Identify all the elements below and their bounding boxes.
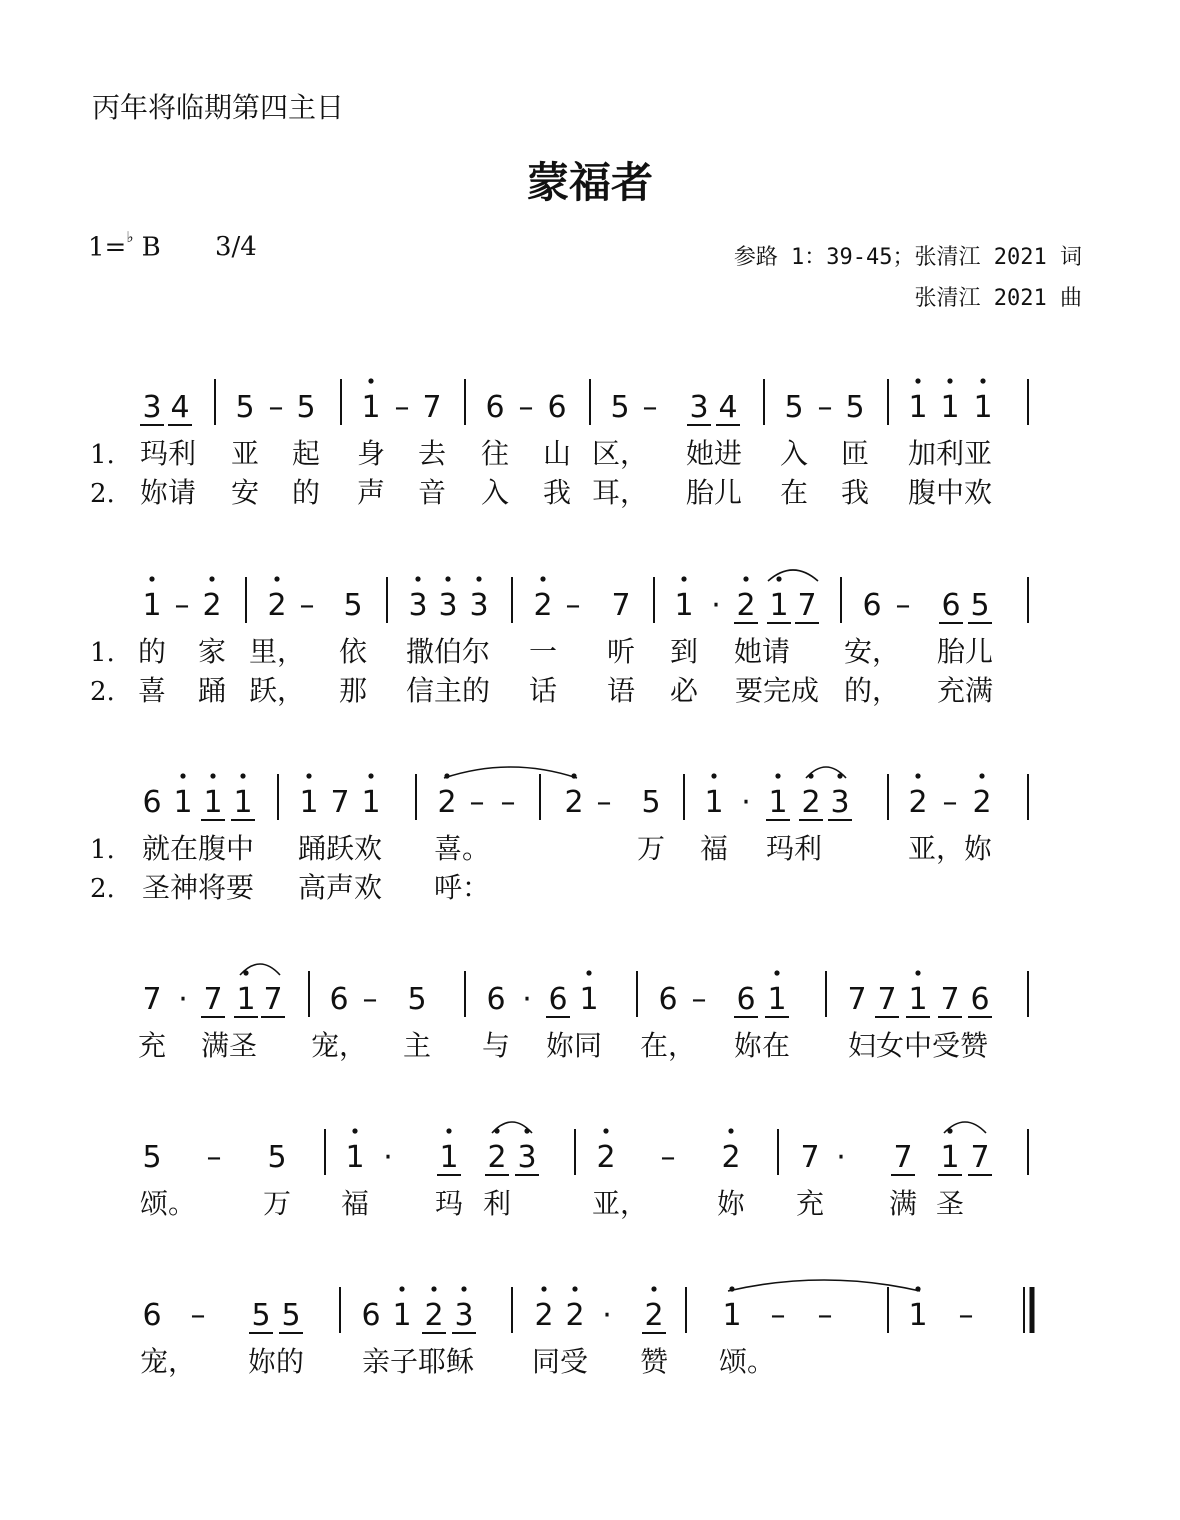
note: 6 — [142, 1298, 162, 1333]
flat-sign: ♭ — [126, 228, 134, 246]
slur-arc — [728, 1280, 920, 1291]
dash-extension: – — [206, 1140, 222, 1175]
dash-extension: – — [362, 982, 378, 1017]
verse-number: 1. — [90, 835, 115, 865]
lyric-syllable: 依 — [338, 635, 368, 668]
lyric-syllable: 区， — [591, 437, 649, 470]
note: 5 — [251, 1298, 271, 1333]
octave-dot — [915, 773, 920, 778]
lyric-syllable: 玛利 — [765, 832, 823, 865]
note: 5 — [845, 390, 865, 425]
dash-extension: – — [817, 390, 833, 425]
note: 1 — [768, 785, 788, 820]
lyric-syllable: 妳请 — [139, 476, 197, 509]
octave-dot — [180, 773, 185, 778]
augmentation-dot: · — [741, 785, 751, 820]
note: 2 — [437, 785, 457, 820]
lyric-syllable: 腹中欢 — [907, 476, 993, 509]
note: 1 — [767, 982, 787, 1017]
lyric-syllable: 踊 — [197, 674, 227, 707]
note: 1 — [704, 785, 724, 820]
lyric-syllable: 主 — [402, 1029, 432, 1062]
note: 2 — [202, 588, 222, 623]
lyric-syllable: 我 — [542, 476, 572, 509]
lyric-syllable: 万 — [262, 1187, 292, 1220]
octave-dot — [209, 576, 214, 581]
octave-dot — [240, 773, 245, 778]
note: 2 — [565, 1298, 585, 1333]
note: 1 — [908, 1298, 928, 1333]
lyric-syllable: 耳， — [591, 476, 649, 509]
augmentation-dot: · — [836, 1140, 846, 1175]
octave-dot — [415, 576, 420, 581]
note: 3 — [454, 1298, 474, 1333]
lyric-syllable: 匝 — [840, 437, 870, 470]
note: 7 — [422, 390, 442, 425]
note: 1 — [203, 785, 223, 820]
note: 6 — [941, 588, 961, 623]
lyric-syllable: 万 — [636, 832, 666, 865]
octave-dot — [461, 1286, 466, 1291]
note: 2 — [424, 1298, 444, 1333]
octave-dot — [399, 1286, 404, 1291]
note: 1 — [439, 1140, 459, 1175]
key-prefix: 1= — [88, 232, 127, 263]
note: 7 — [263, 982, 283, 1017]
note: 7 — [940, 982, 960, 1017]
note: 1 — [236, 982, 256, 1017]
lyric-syllable: 山 — [542, 437, 572, 470]
note: 7 — [847, 982, 867, 1017]
note: 1 — [579, 982, 599, 1017]
note: 7 — [330, 785, 350, 820]
lyric-syllable: 我 — [840, 476, 870, 509]
note: 6 — [736, 982, 756, 1017]
octave-dot — [540, 576, 545, 581]
augmentation-dot: · — [178, 982, 188, 1017]
octave-dot — [915, 970, 920, 975]
lyric-syllable: 亚， — [591, 1187, 649, 1220]
lyric-syllable: 充 — [795, 1187, 825, 1220]
octave-dot — [445, 576, 450, 581]
verse-number: 2. — [90, 479, 115, 509]
note: 6 — [361, 1298, 381, 1333]
dash-extension: – — [190, 1298, 206, 1333]
note: 1 — [299, 785, 319, 820]
note: 1 — [233, 785, 253, 820]
lyric-syllable: 玛利 — [139, 437, 197, 470]
octave-dot — [776, 576, 781, 581]
note: 3 — [469, 588, 489, 623]
lyric-syllable: 高声欢 — [297, 871, 383, 904]
note: 1 — [940, 1140, 960, 1175]
note: 6 — [658, 982, 678, 1017]
octave-dot — [210, 773, 215, 778]
octave-dot — [979, 773, 984, 778]
dash-extension: – — [268, 390, 284, 425]
note: 6 — [485, 390, 505, 425]
note: 7 — [970, 1140, 990, 1175]
note: 5 — [281, 1298, 301, 1333]
note: 7 — [797, 588, 817, 623]
slur-arc — [768, 570, 818, 581]
dash-extension: – — [518, 390, 534, 425]
note: 6 — [862, 588, 882, 623]
dash-extension: – — [942, 785, 958, 820]
note: 3 — [142, 390, 162, 425]
note: 3 — [689, 390, 709, 425]
octave-dot — [541, 1286, 546, 1291]
octave-dot — [352, 1128, 357, 1133]
lyric-syllable: 要完成 — [734, 674, 820, 707]
lyric-syllable: 妇女中受赞 — [847, 1029, 989, 1062]
note: 2 — [736, 588, 756, 623]
note: 6 — [547, 390, 567, 425]
lyric-syllable: 到 — [669, 635, 699, 668]
lyric-syllable: 在， — [639, 1029, 697, 1062]
lyric-syllable: 喜 — [137, 674, 167, 707]
note: 1 — [908, 390, 928, 425]
note: 1 — [345, 1140, 365, 1175]
dash-extension: – — [500, 785, 516, 820]
lyric-syllable: 家 — [197, 635, 227, 668]
augmentation-dot: · — [602, 1298, 612, 1333]
note: 5 — [296, 390, 316, 425]
dash-extension: – — [596, 785, 612, 820]
octave-dot — [368, 773, 373, 778]
lyric-syllable: 颂。 — [139, 1187, 197, 1220]
note: 7 — [611, 588, 631, 623]
octave-dot — [681, 576, 686, 581]
lyric-syllable: 起 — [291, 437, 321, 470]
note: 4 — [170, 390, 190, 425]
augmentation-dot: · — [522, 982, 532, 1017]
music-credit: 张清江 2021 曲 — [914, 286, 1082, 311]
lyric-syllable: 妳在 — [733, 1029, 791, 1062]
note: 5 — [641, 785, 661, 820]
note: 1 — [392, 1298, 412, 1333]
lyric-syllable: 里， — [248, 635, 306, 668]
lyric-syllable: 入 — [480, 476, 510, 509]
dash-extension: – — [817, 1298, 833, 1333]
lyric-syllable: 往 — [480, 437, 510, 470]
note: 7 — [800, 1140, 820, 1175]
note: 5 — [235, 390, 255, 425]
lyric-syllable: 语 — [606, 674, 636, 707]
octave-dot — [774, 970, 779, 975]
dash-extension: – — [642, 390, 658, 425]
octave-dot — [431, 1286, 436, 1291]
note: 2 — [533, 588, 553, 623]
lyric-syllable: 她进 — [685, 437, 743, 470]
octave-dot — [743, 576, 748, 581]
octave-dot — [586, 970, 591, 975]
note: 1 — [769, 588, 789, 623]
song-title: 蒙福者 — [526, 158, 653, 207]
lyric-syllable: 胎儿 — [685, 476, 743, 509]
lyric-syllable: 宠， — [139, 1345, 197, 1378]
octave-dot — [980, 378, 985, 383]
augmentation-dot: · — [383, 1140, 393, 1175]
lyric-syllable: 福 — [340, 1187, 370, 1220]
lyric-syllable: 充 — [137, 1029, 167, 1062]
note: 1 — [173, 785, 193, 820]
note: 2 — [267, 588, 287, 623]
lyric-syllable: 亚，妳 — [907, 832, 993, 865]
lyric-syllable: 呼： — [433, 871, 491, 904]
note: 3 — [830, 785, 850, 820]
note: 2 — [908, 785, 928, 820]
note: 3 — [408, 588, 428, 623]
octave-dot — [149, 576, 154, 581]
lyric-syllable: 听 — [606, 635, 636, 668]
octave-dot — [728, 1128, 733, 1133]
note: 1 — [674, 588, 694, 623]
note: 7 — [142, 982, 162, 1017]
lyric-syllable: 一 — [528, 635, 558, 668]
note: 3 — [438, 588, 458, 623]
dash-extension: – — [299, 588, 315, 623]
lyric-syllable: 身 — [356, 437, 386, 470]
note: 1 — [361, 390, 381, 425]
lyric-syllable: 满圣 — [200, 1029, 258, 1062]
lyric-syllable: 的 — [137, 635, 167, 668]
lyric-syllable: 宠， — [310, 1029, 368, 1062]
note: 7 — [877, 982, 897, 1017]
lyric-syllable: 去 — [417, 437, 447, 470]
octave-dot — [446, 1128, 451, 1133]
lyric-syllable: 与 — [481, 1029, 511, 1062]
lyric-syllable: 跃， — [248, 674, 306, 707]
note: 1 — [142, 588, 162, 623]
lyric-syllable: 喜。 — [433, 832, 491, 865]
octave-dot — [572, 1286, 577, 1291]
octave-dot — [368, 378, 373, 383]
occasion-label: 丙年将临期第四主日 — [92, 91, 345, 124]
octave-dot — [651, 1286, 656, 1291]
dash-extension: – — [958, 1298, 974, 1333]
note: 5 — [407, 982, 427, 1017]
lyric-syllable: 撒伯尔 — [405, 635, 491, 668]
note: 6 — [548, 982, 568, 1017]
lyric-syllable: 信主的 — [405, 674, 491, 707]
lyric-syllable: 在 — [779, 476, 809, 509]
lyric-syllable: 玛 — [434, 1187, 464, 1220]
lyric-syllable: 入 — [779, 437, 809, 470]
note: 6 — [970, 982, 990, 1017]
note: 2 — [534, 1298, 554, 1333]
lyric-syllable: 必 — [669, 674, 699, 707]
note: 2 — [972, 785, 992, 820]
note: 5 — [610, 390, 630, 425]
lyric-syllable: 就在腹中 — [141, 832, 255, 865]
octave-dot — [306, 773, 311, 778]
note: 6 — [329, 982, 349, 1017]
octave-dot — [775, 773, 780, 778]
dash-extension: – — [691, 982, 707, 1017]
lyric-syllable: 妳 — [716, 1187, 746, 1220]
lyric-syllable: 音 — [417, 476, 447, 509]
note: 5 — [784, 390, 804, 425]
note: 3 — [517, 1140, 537, 1175]
dash-extension: – — [895, 588, 911, 623]
note: 1 — [361, 785, 381, 820]
note: 2 — [596, 1140, 616, 1175]
lyric-syllable: 安， — [843, 635, 901, 668]
lyric-syllable: 妳的 — [247, 1345, 305, 1378]
lyric-syllable: 踊跃欢 — [297, 832, 383, 865]
slur-arc — [444, 767, 577, 778]
key-note: B — [141, 232, 161, 263]
note: 5 — [970, 588, 990, 623]
lyric-syllable: 的， — [843, 674, 901, 707]
note: 1 — [973, 390, 993, 425]
octave-dot — [711, 773, 716, 778]
verse-number: 2. — [90, 874, 115, 904]
lyric-syllable: 亚 — [230, 437, 260, 470]
note: 2 — [801, 785, 821, 820]
lyric-syllable: 声 — [356, 476, 386, 509]
verse-number: 1. — [90, 638, 115, 668]
note: 4 — [718, 390, 738, 425]
note: 5 — [142, 1140, 162, 1175]
note: 6 — [142, 785, 162, 820]
octave-dot — [476, 576, 481, 581]
lyric-syllable: 加利亚 — [907, 437, 993, 470]
note: 2 — [644, 1298, 664, 1333]
note: 7 — [893, 1140, 913, 1175]
dash-extension: – — [770, 1298, 786, 1333]
lyric-syllable: 赞 — [639, 1345, 669, 1378]
augmentation-dot: · — [711, 588, 721, 623]
time-signature: 3/4 — [215, 232, 257, 262]
octave-dot — [274, 576, 279, 581]
lyric-syllable: 的 — [291, 476, 321, 509]
lyric-syllable: 亲子耶稣 — [361, 1345, 475, 1378]
lyric-syllable: 她请 — [733, 635, 791, 668]
lyric-syllable: 话 — [528, 674, 558, 707]
lyric-syllable: 胎儿 — [936, 635, 994, 668]
dash-extension: – — [394, 390, 410, 425]
lyrics-credit: 参路 1：39-45；张清江 2021 词 — [733, 245, 1082, 270]
note: 2 — [487, 1140, 507, 1175]
note: 2 — [564, 785, 584, 820]
lyric-syllable: 圣 — [935, 1187, 965, 1220]
note: 5 — [267, 1140, 287, 1175]
note: 1 — [722, 1298, 742, 1333]
octave-dot — [947, 378, 952, 383]
note: 1 — [908, 982, 928, 1017]
octave-dot — [603, 1128, 608, 1133]
note: 1 — [940, 390, 960, 425]
note: 7 — [203, 982, 223, 1017]
note: 6 — [486, 982, 506, 1017]
verse-number: 2. — [90, 677, 115, 707]
lyric-syllable: 颂。 — [718, 1345, 776, 1378]
dash-extension: – — [565, 588, 581, 623]
lyric-syllable: 妳同 — [545, 1029, 603, 1062]
lyric-syllable: 同受 — [531, 1345, 589, 1378]
dash-extension: – — [660, 1140, 676, 1175]
lyric-syllable: 圣神将要 — [141, 871, 255, 904]
lyric-syllable: 充满 — [936, 674, 994, 707]
note: 2 — [721, 1140, 741, 1175]
verse-number: 1. — [90, 440, 115, 470]
lyric-syllable: 满 — [888, 1187, 918, 1220]
lyric-syllable: 那 — [338, 674, 368, 707]
note: 5 — [343, 588, 363, 623]
octave-dot — [915, 378, 920, 383]
lyric-syllable: 福 — [699, 832, 729, 865]
dash-extension: – — [469, 785, 485, 820]
dash-extension: – — [174, 588, 190, 623]
lyric-syllable: 安 — [230, 476, 260, 509]
lyric-syllable: 利 — [482, 1187, 512, 1220]
